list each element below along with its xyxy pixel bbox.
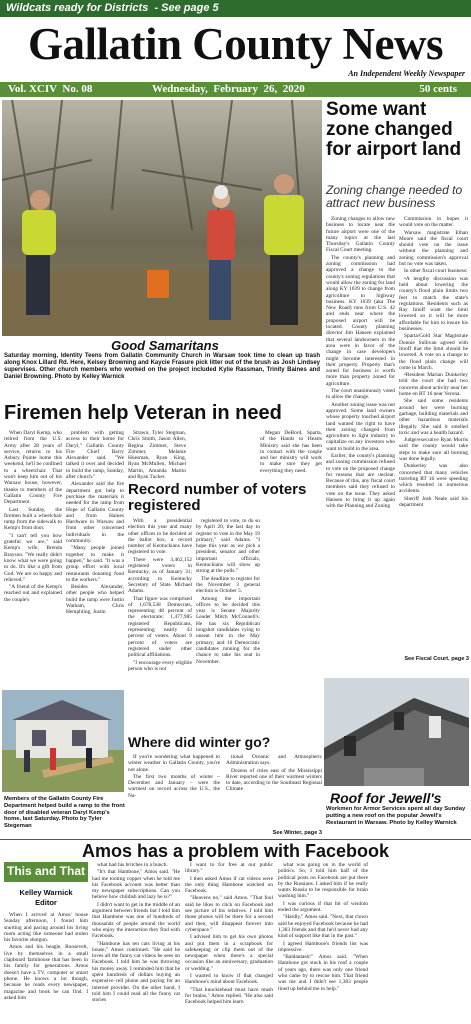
article-paragraph: "Many people joined together to make it happen," he said. "It was a group effort with local restaurants donating food to the workers." [66,545,124,583]
article-paragraph: I agreed Hambone's friends list was impressive. [278,940,368,953]
article-paragraph: I then asked Amos if cat videos were the only thing Hambone watched on Facebook. [185,875,273,895]
facebook-column-4 [278,862,368,1022]
article-paragraph: what had his britches in a bunch. [97,862,168,868]
winter-column-2 [226,754,322,830]
firemen-column-4 [260,430,322,480]
facebook-headline: Amos has a problem with Facebook [81,841,390,861]
article-paragraph: If you're wondering what happened to winter weather in Gallatin County, you're not alone. [128,754,220,773]
article-paragraph: problem with getting access to their home for Daryl," Gallatin County Fire Chief Barry Alexander said. "We talked it over and decided to build the ramp, Sunday, after church." [66,430,124,481]
airport-jump-link[interactable]: See Fiscal Court, page 3 [404,656,469,662]
article-paragraph: Megan DeBord, Sparta, of the Hands to Hearts Ministry said she has been in contact with the couple and her ministry will work to make sure they get everything they need. [260,430,322,474]
article-paragraph: With a presidential election this year and many other offices to be decided at the ballot box, a record number of Kentuckians have registered to vote. [128,518,192,556]
article-paragraph: "Hardly," Amos said. "Next, that clown said he enjoyed Facebook because he had 1,383 friends and that he'd never had any kind of support like that in the past." [278,914,368,940]
article-paragraph: In other fiscal court business: [404,268,468,275]
article-paragraph: She said some residents around her were burning garbage, building materials and other hazardous materials illegally. She said it smelled toxic and was a health hazard. [399,398,468,436]
article-paragraph: Among the important offices to be decided this year is Senate Majority Leader Mitch McConnell's. He has six Republican longshot candidates vying to unseat him in the May primary, and 10 Democratic candidates running for the chance to take his seat in November. [196,595,260,665]
facebook-column-2 [92,862,180,1022]
firemen-column-3 [128,430,186,480]
airport-column-1 [326,216,395,664]
firemen-headline: Firemen help Veteran in need [4,402,282,424]
voters-headline: Record number of voters registered [128,481,307,514]
author-role: Editor [35,898,57,907]
article-paragraph: Dozens of cities east of the Mississippi River reported one of their warmest winters to date, according to the Southeast Regional Climate [226,767,322,793]
firemen-column-2 [66,430,124,686]
article-paragraph: When I arrived at Amos' house Sunday afternoon, I found him snorting and pacing around his living room acting like someone had stolen his favorite shotgun. [4,912,88,944]
article-paragraph: The county's planning and zoning commission had approved a change to the county's zoning regulations that would allow the zoning for land along KY 1039 to change from agriculture to highway business. KY 1039 (aka The New Road) runs from U.S. 42 and ends near where the proposed airport will be located. County planning director Jim Hansen explained that several landowners in the area were in favor of the change in case developers might become interested in their property. Property that's zoned for business is worth more than property zoned for agriculture. [326,254,395,387]
article-paragraph: what was going on in the world of politics. So, I told him half of the political posts on Facebook are put there by the Russians. I asked him if he really wants Russia to be responsible for brain washing him." [278,862,368,900]
airport-headline: Some want zone changed for airport land [326,99,462,160]
article-paragraph: I wanted to know if that changed Hambone's mind about Facebook. [185,973,273,986]
article-paragraph: "Hambone has ten cats living at his house," Amos continued. "He said he loves all the funny cat videos he sees on Facebook. I told him he was throwing his money away. I reminded him that he spent hundreds of dollars buying an expensive cell phone and paying for an internet provider. On the other hand, I told him I could read all the funny cat stories [92,940,180,1004]
article-paragraph: •A lengthy discussion was held about lowering the county's flood plain limits two feet to match the state's regulations. Residents such as Ray Imoff want the limit lowered so it will be more affordable for him to insure his businesses. [399,275,468,333]
facebook-column-3 [185,862,273,1022]
winter-jump-link[interactable]: See Winter, page 3 [272,830,322,836]
voters-column-1 [128,518,192,730]
article-paragraph: Another zoning issue was not approved. Some land owners whose property touched airport land wanted the right to have their zoning changed from agriculture to light industry to capitalize on any investors who want to build in the area. [326,401,395,452]
article-paragraph: Amos and his beagle, Roosevelt, live by themselves in a small clapboard farmhouse that has been in his family for generations. Amos doesn't have a TV, computer or smart phone. He knows a lot though, because he reads every newspaper, magazine and book he can find. I asked him [4,944,88,1001]
article-paragraph: I was curious if that bit of wisdom ended the argument. [278,900,368,914]
good-samaritans-caption: Saturday morning, Identity Teens from Gallatin Community Church in Warsaw took time to clean up trash along Knox Lillard Rd. Here, Kelsey Browning and Kaycie Frasure pick litter out of the brush as Josh Lindsey supervises. Other church members who worked on the project included Kylie Rassman, Trinity Baines and Daniel Browning. Photo by Kelley Warnick [4,353,320,380]
article-paragraph: Warsaw magistrate Ethan Moore said the fiscal court should vote on the issue without the planning and zoning commission's approval but no vote was taken. [399,229,468,268]
article-paragraph: registered to vote, to do so by April 20, the last day to register to vote in the May 19 primary," said Adams. "I hope this year as we pick a president, senator and other important officials, Kentuckians will show up strong at the polls." [196,518,260,575]
ramp-illustration [2,690,124,792]
good-samaritans-illustration [2,100,322,336]
price: 50 cents [419,83,457,95]
article-paragraph: I want to for free at our public library." [185,862,273,875]
article-paragraph: •Resident Marian Dunkerley told the court she had two concerns about activity near her home on RT 16 near Verona. [399,372,468,398]
article-paragraph: Strawn, Tyler Stegman, Chris Smith, Jason Allen, Regina Zimmer, Steve Zimmer, Melanie Huesman, Ryan King, Ryan McMullen, Michael Martin, Amanda Martin and Ryan Tucker. [128,430,186,480]
roof-illustration [324,678,469,786]
article-paragraph: "That knucklehead must have mush for brains," Amos replied. "He also said Facebook helped him learn [185,986,273,1006]
banner-text: Wildcats ready for Districts - See page 5 [6,2,219,14]
article-paragraph: When Daryl Kemp, who retired from the U.S. Army after 28 years of service, returns to his Asbury Pointe home this weekend, he'll be confined to a wheelchair. That won't keep him out of his Warsaw house, however, thanks to members of the Gallatin County Fire Department. [4,430,62,506]
article-paragraph: "Baldantash!" Amos said. "When Hambone got stuck in his roof a couple of years ago, there was only one friend who came by to rescue him. That friend was me and I didn't see 1,383 people lined up behind me to help." [278,954,368,992]
ramp-photo [2,690,124,792]
voters-column-2 [196,518,260,730]
article-paragraph: "It's that Hambone," Amos said. "He had me tooting copper when he told me his Facebook account was better than my newspaper subscriptions. Can you believe how childish and lazy he is?" [92,869,180,901]
facebook-column-1 [4,912,88,1020]
article-paragraph: The court unanimously voted to allow the change. [326,388,395,401]
article-paragraph: Dunkerley was also concerned that many vehicles traveling RT 16 were speeding which resulted in numerous accidents. [399,463,468,495]
article-paragraph: tional Oceanic and Atmospheric Administration says. [226,754,322,767]
airport-deck: Zoning change needed to attract new business [326,183,463,210]
article-paragraph: Besides Alexander, other people who helped build the ramp were Justin Watham, Chris Hemphling, Justin [66,584,124,616]
firemen-column-1 [4,430,62,686]
article-paragraph: The first two months of winter – December and January – were the warmest on record across the U.S., the Na- [128,773,220,799]
issue-date: Wednesday, February 26, 2020 [152,83,305,95]
roof-title: Roof for Jewell's [330,790,442,806]
article-paragraph: "I encourage every eligible person who is not [128,659,192,672]
article-paragraph: "I can't tell you how grateful we are," said Kemp's wife, Brenda Brayson. "We really didn't know what we were going to do. It's like a gift from God. We are so happy and relieved." [4,532,62,583]
ramp-caption: Members of the Gallatin County Fire Department helped build a ramp to the front door of disabled veteran Daryl Kemp's home, last Saturday. Photo by Tyler Stegeman [4,796,125,830]
article-paragraph: Commission in hopes it would vote on the matter. [399,216,468,229]
article-paragraph: Zoning changes to allow new business to locate near the future airport were one of the many topics at the last Thursday's Gallatin County Fiscal Court meeting. [326,216,395,254]
article-paragraph: Judge/executive Ryan Morris said the county would take steps to make sure all burning was done legally. [399,437,468,462]
masthead-subtitle: An Independent Weekly Newspaper [348,69,465,78]
winter-column-1 [128,754,220,838]
masthead-title: Gallatin County News [27,19,444,69]
column-title-box [4,862,88,882]
winter-headline: Where did winter go? [128,734,271,750]
article-paragraph: I advised him to get his own photos and put them in a scrapbook for safekeeping or clip them out of the newspaper when there's a special occasion like an anniversary, graduation or wedding." [185,934,273,972]
top-banner[interactable] [0,0,471,17]
good-samaritans-photo [2,100,322,336]
roof-photo [324,678,469,786]
article-paragraph: Sparta/Gold Star Magistrate Donnie Sullivan agreed with Imoff that the limit should be lowered. A vote on a change to the flood plain change will come in March. [399,333,468,371]
info-bar [0,82,471,97]
airport-column-2 [399,216,468,654]
author-name: Kelley Warnick [19,888,73,897]
article-paragraph: "Heavens no," said Amos. "That fool said he likes to click on Facebook and see picture of his relatives. I told him those photos will be there for a second and then, will disappear forever into cyberspace." [185,895,273,933]
article-paragraph: "A friend of the Kemp's reached out and explained the couple's [4,584,62,603]
article-paragraph: Alexander said the fire department got help to purchase the materials it needed for the ramp from Hope of Gallatin County and from Haines Hardware in Warsaw and from other concerned individuals in the community. [66,481,124,545]
article-paragraph: Last Sunday, the firemen built a wheelchair ramp from the sidewalk to Kemp's front door. [4,506,62,532]
article-paragraph: The deadline to register for the November 3 general election is October 5. [196,575,260,595]
column-title: This and That [7,864,85,878]
article-paragraph: Earlier, the county's planning and zoning commission refused to vote on the proposed change for reasons that are unclear. Because of this, any fiscal court members said they refused to vote on the issue. They asked Hansen to bring it up again with the Planning and Zoning [326,452,395,510]
article-paragraph: There were 3,462,152 registered voters in Kentucky, as of January 31; according to Kentucky Secretary of State Michael Adams. [128,556,192,595]
roof-caption: Workmen for Armor Services spent all day Sunday putting a new roof on the popular Jewell's Restaurant in Warsaw. Photo by Kelley Warnick [326,806,466,826]
article-paragraph: Sheriff Josh Neale said his department [399,495,468,509]
good-samaritans-title: Good Samaritans [111,338,219,353]
article-paragraph: I didn't want to get in the middle of an argument between friends but I told him that Hambone was one of hundreds of thousands of people around the world who enjoy the interaction they find with Facebook. [92,901,180,940]
article-paragraph: That figure was comprised of 1,678,538 Democrats, representing 48 percent of the electorate; 1,477,985 registered Republicans, representing nearly 43 percent of voters. About 9 percent of voters are registered under other political affiliations. [128,595,192,659]
volume-number: Vol. XCIV No. 08 [8,83,93,95]
